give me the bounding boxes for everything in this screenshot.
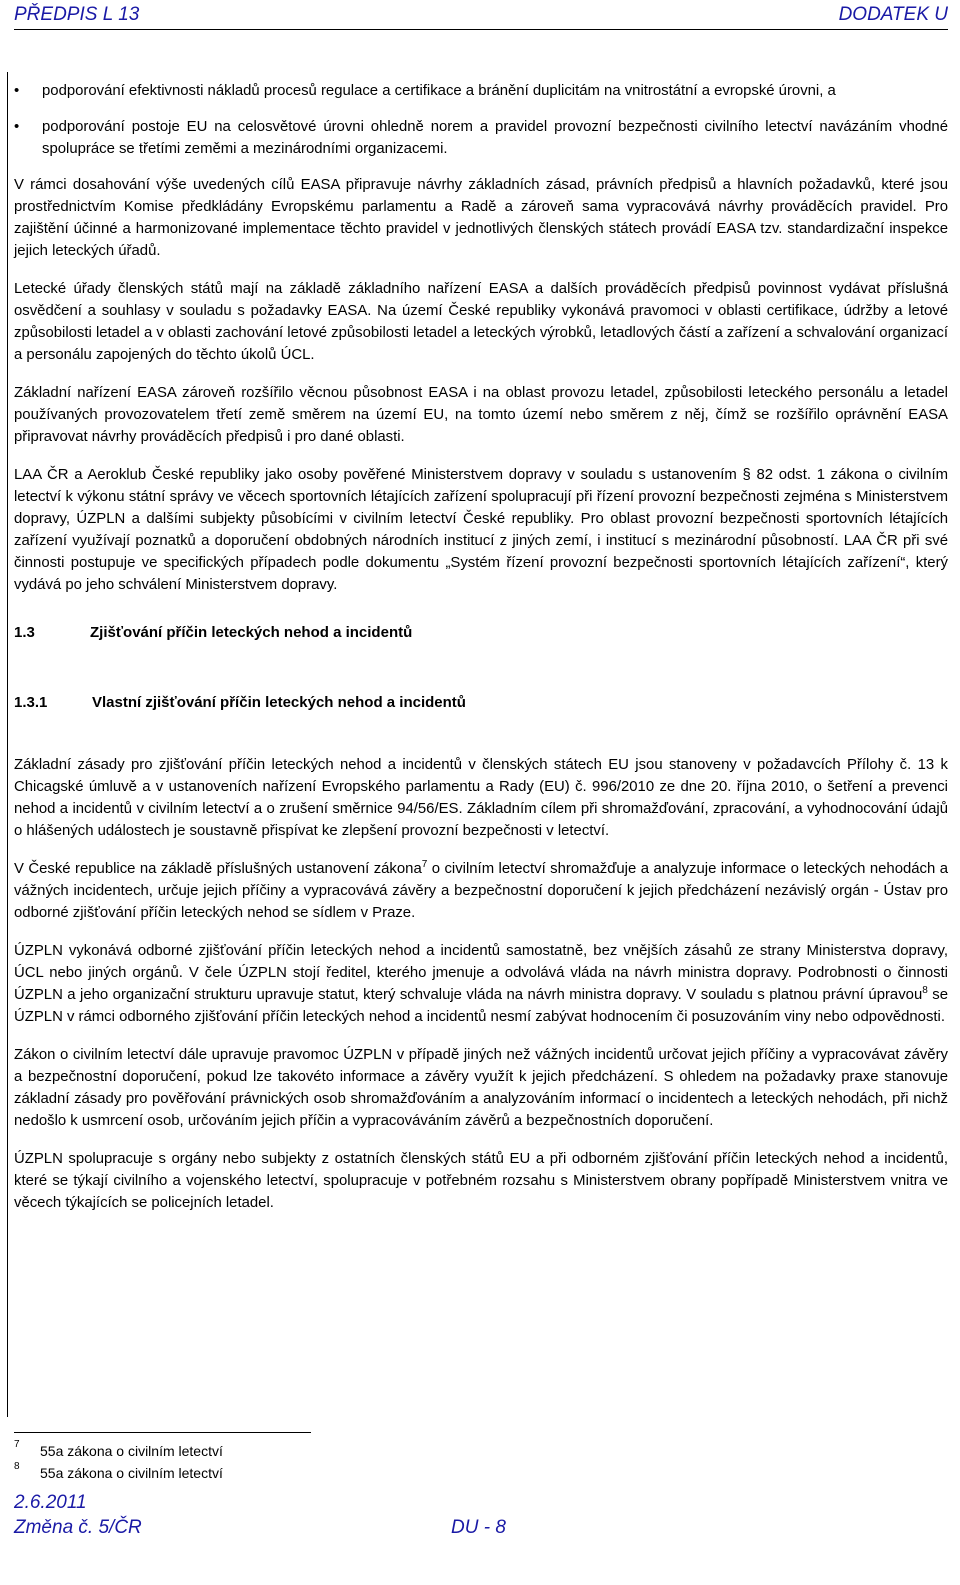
bullet-icon: • xyxy=(14,119,20,135)
section-title: Zjišťování příčin leteckých nehod a incidentů xyxy=(90,624,413,641)
paragraph: Letecké úřady členských států mají na základě základního nařízení EASA a dalších prováděcích předpisů povinnost vydávat příslušná osvědčení a souhlasy v souladu s požadavky EASA. Na území České republiky vykonává pravomoci v oblasti certifikace, údržby a letové způsobilosti letadel a v oblasti zachování letové způsobilosti letadel a leteckých výrobků, letadlových částí a zařízení a schvalování organizací a personálu zapojených do těchto úkolů ÚCL. xyxy=(14,281,948,363)
section-heading-1-3 xyxy=(14,622,948,644)
paragraph: ÚZPLN spolupracuje s orgány nebo subjekty z ostatních členských států EU a při odborném zjišťování příčin leteckých nehod a incidentů, které se týkají civilního a vojenského letectví, spolupracuje v potřebném rozsahu s Ministerstvem obrany popřípadě Ministerstvem vnitra ve věcech týkajících se policejních letadel. xyxy=(14,1151,948,1211)
paragraph: V rámci dosahování výše uvedených cílů EASA připravuje návrhy základních zásad, právních předpisů a hlavních požadavků, které jsou prostřednictvím Komise předkládány Evropskému parlamentu a Radě a zároveň sama vypracovává návrhy prováděcích pravidel. Pro zajištění účinné a harmonizované implementace těchto pravidel v jednotlivých členských státech provádí EASA tzv. standardizační inspekce jejich leteckých úřadů. xyxy=(14,177,948,259)
change-bar xyxy=(7,72,8,1417)
footer-change: Změna č. 5/ČR xyxy=(14,1517,142,1538)
footnote-text: 55a zákona o civilním letectví xyxy=(40,1443,223,1459)
paragraph: Základní zásady pro zjišťování příčin leteckých nehod a incidentů v členských státech EU jsou stanoveny v požadavcích Přílohy č. 13 k Chicagské úmluvě a v ustanoveních nařízení Evropského parlamentu a Rady (EU) č. 996/2010 ze dne 20. října 2010, o šetření a prevenci nehod a incidentů v civilním letectví a o zrušení směrnice 94/56/ES. Základním cílem při shromažďování, zpracování, a vyhodnocování údajů o hlášených událostech je soustavně přispívat ke zlepšení provozní bezpečnosti v letectví. xyxy=(14,757,948,839)
footnote-ref: 8 xyxy=(922,985,928,997)
document-body xyxy=(14,80,948,1230)
bullet-icon: • xyxy=(14,83,20,99)
section-number: 1.3 xyxy=(14,624,35,641)
footnote-ref: 7 xyxy=(421,859,428,871)
paragraph: Základní nařízení EASA zároveň rozšířilo věcnou působnost EASA i na oblast provozu letadel, způsobilosti leteckého personálu a letadel používaných provozovatelem třetí země směrem na území EU, na tomto území nebo směrem z něj, čímž se rozšířilo oprávnění EASA připravovat návrhy prováděcích předpisů i pro dané oblasti. xyxy=(14,385,948,445)
footnote-divider xyxy=(14,1432,311,1433)
footer-date: 2.6.2011 xyxy=(14,1492,87,1513)
footnote-number: 7 xyxy=(14,1439,20,1450)
page-footer xyxy=(14,1490,514,1540)
footnote xyxy=(14,1440,223,1462)
paragraph: LAA ČR a Aeroklub České republiky jako osoby pověřené Ministerstvem dopravy v souladu s ustanovením § 82 odst. 1 zákona o civilním letectví k výkonu státní správy ve věcech sportovních létajících zařízení spolupracují při řízení provozní bezpečnosti zejména s Ministerstvem dopravy, ÚZPLN a dalšími subjekty působícími v civilním letectví České republiky. Pro oblast provozní bezpečnosti sportovních létajících zařízení využívají poznatků a doporučení obdobných národních institucí z jiných zemí, i institucí s mezinárodní působností. LAA ČR při své činnosti postupuje ve specifických případech podle dokumentu „Systém řízení provozní bezpečnosti sportovních létajících zařízení“, který vydává po jeho schválení Ministerstvem dopravy. xyxy=(14,467,948,593)
section-number: 1.3.1 xyxy=(14,694,48,711)
page-header xyxy=(14,2,948,30)
paragraph: V České republice na základě příslušných ustanovení zákona$^7$ o civilním letectví shromažďuje a analyzuje informace o leteckých nehodách a vážných incidentech, určuje jejich příčiny a vypracovává závěry a bezpečnostní doporučení k jejich předcházení nezávislý orgán - Ústav pro odborné zjišťování příčin leteckých nehod se sídlem v Praze. xyxy=(14,859,948,921)
footnote-text: 55a zákona o civilním letectví xyxy=(40,1465,223,1481)
bullet-item: • podporování efektivnosti nákladů procesů regulace a certifikace a bránění duplicitám na vnitrostátní a evropské úrovni, a xyxy=(14,80,948,102)
bullet-item: • podporování postoje EU na celosvětové úrovni ohledně norem a pravidel provozní bezpečnosti civilního letectví navázáním vhodné spolupráce se třetími zeměmi a mezinárodními organizacemi. xyxy=(14,116,948,160)
footnote xyxy=(14,1462,223,1484)
section-heading-1-3-1 xyxy=(14,692,948,714)
footer-page-number: DU - 8 xyxy=(451,1517,506,1538)
section-title: Vlastní zjišťování příčin leteckých nehod a incidentů xyxy=(92,694,466,711)
header-document-title: PŘEDPIS L 13 xyxy=(14,4,140,25)
header-appendix: DODATEK U xyxy=(838,4,948,25)
paragraph: ÚZPLN vykonává odborné zjišťování příčin leteckých nehod a incidentů samostatně, bez vnějších zásahů ze strany Ministerstva dopravy, ÚCL nebo jiných orgánů. V čele ÚZPLN stojí ředitel, kterého jmenuje a odvolává vláda na návrh ministra dopravy. Podrobnosti o činnosti ÚZPLN a jeho organizační strukturu upravuje statut, který schvaluje vláda na návrh ministra dopravy. V souladu s platnou právní úpravou$^8$ se ÚZPLN v rámci odborného zjišťování příčin leteckých nehod a incidentů nesmí zabývat hodnocením či posuzováním viny nebo odpovědnosti. xyxy=(14,943,948,1025)
paragraph: Zákon o civilním letectví dále upravuje pravomoc ÚZPLN v případě jiných než vážných incidentů určovat jejich příčiny a vypracovávat závěry a bezpečnostní doporučení, pokud lze takovéto informace a závěry využít k jejich předcházení. S ohledem na požadavky praxe stanovuje základní zásady pro pověřování právnických osob shromažďováním a analyzováním informací o incidentech a leteckých nehodách, při nichž nedošlo k usmrcení osob, určováním jejich příčin a vypracováváním závěrů a bezpečnostních doporučení. xyxy=(14,1047,948,1129)
footnotes xyxy=(14,1440,223,1484)
footnote-number: 8 xyxy=(14,1461,20,1472)
